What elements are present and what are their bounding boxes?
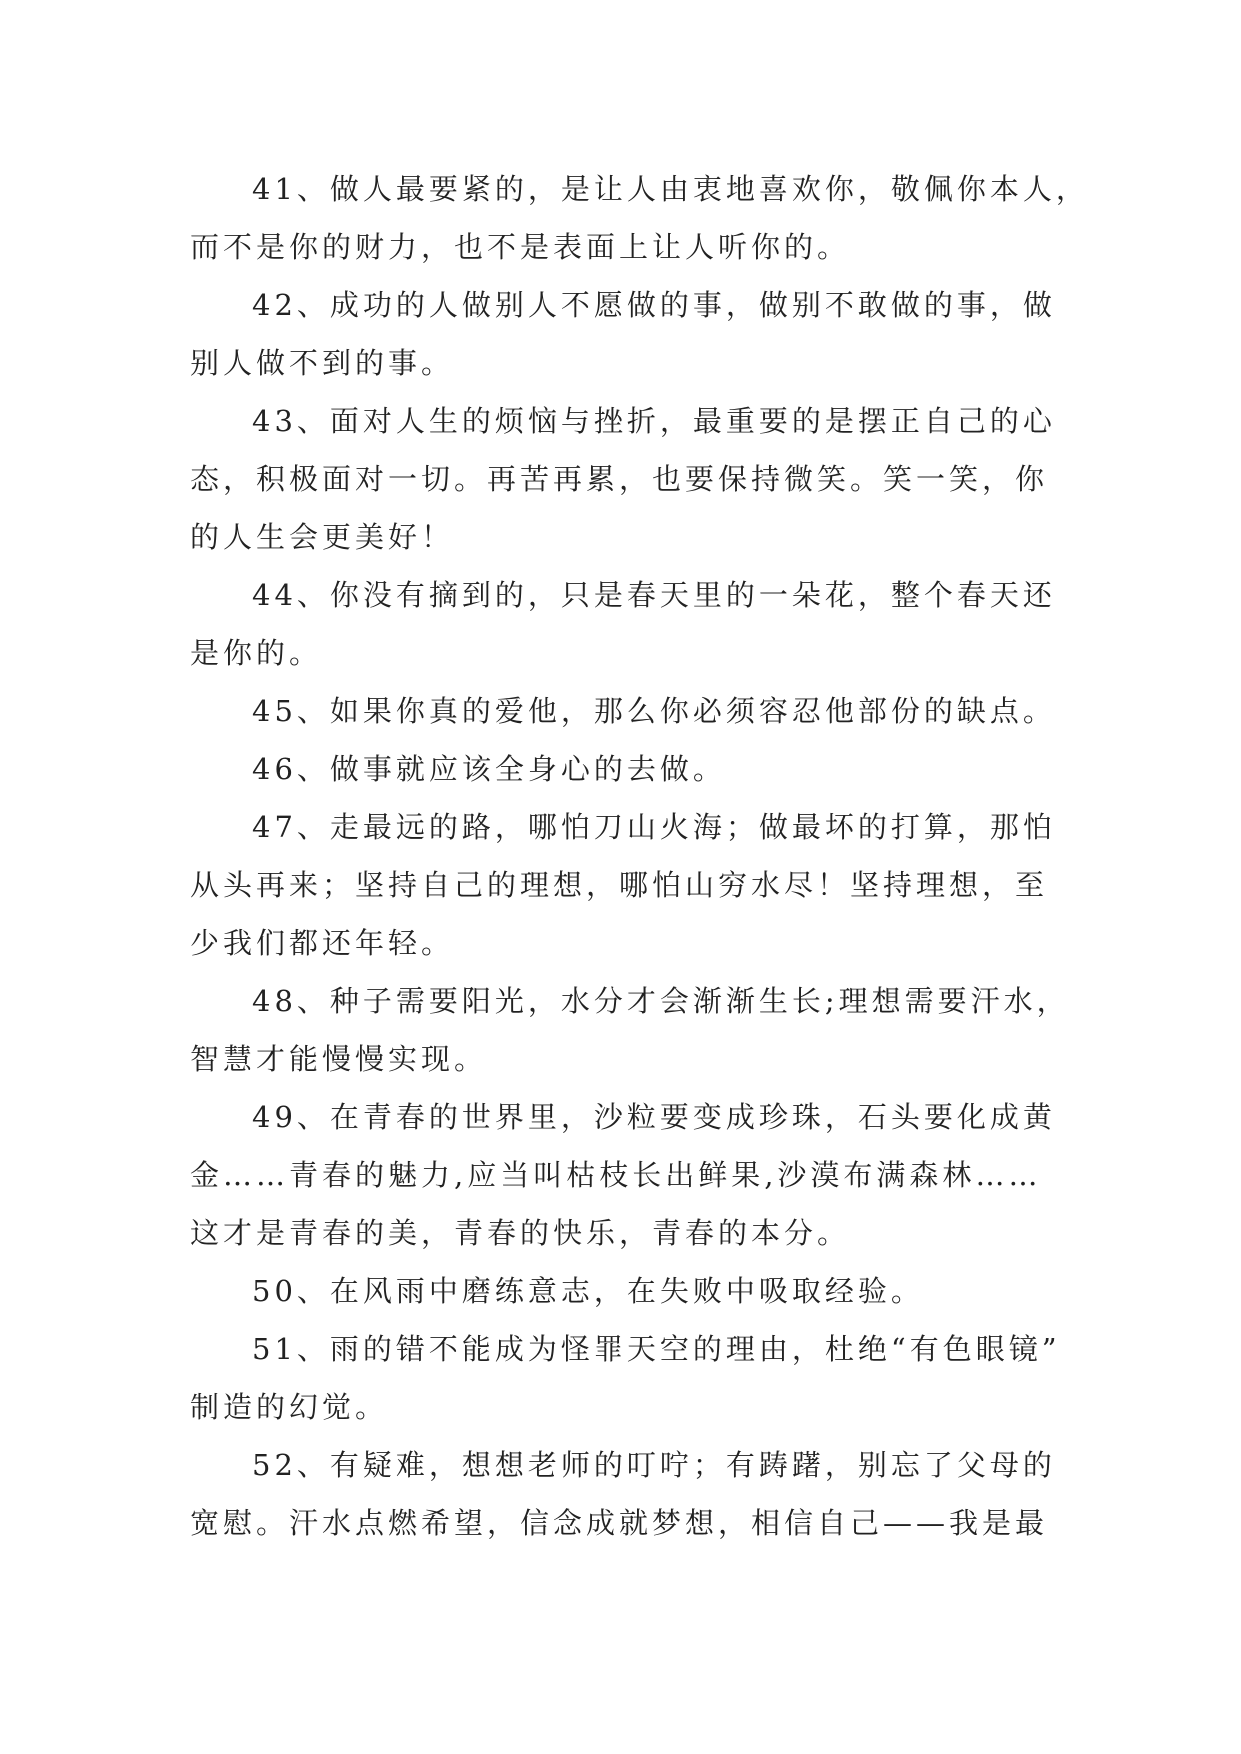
paragraph-line: 制造的幻觉。 [190,1390,389,1424]
paragraph-line: 少我们都还年轻。 [190,926,455,960]
paragraph-44 [190,566,1070,682]
paragraph-line: 而不是你的财力，也不是表面上让人听你的。 [190,230,851,264]
paragraph-line: 47、走最远的路，哪怕刀山火海；做最坏的打算，那怕 [252,810,1056,844]
paragraph-line: 41、做人最要紧的，是让人由衷地喜欢你，敬佩你本人， [252,172,1089,206]
paragraph-line: 52、有疑难，想想老师的叮咛；有踌躇，别忘了父母的 [252,1448,1056,1482]
paragraph-line: 49、在青春的世界里，沙粒要变成珍珠，石头要化成黄 [252,1100,1056,1134]
paragraph-46 [190,740,1070,798]
paragraph-line: 42、成功的人做别人不愿做的事，做别不敢做的事，做 [252,288,1056,322]
paragraph-line: 这才是青春的美，青春的快乐，青春的本分。 [190,1216,851,1250]
paragraph-49 [190,1088,1070,1262]
paragraph-42 [190,276,1070,392]
paragraph-line: 46、做事就应该全身心的去做。 [252,752,726,786]
document-body [190,160,1089,1552]
paragraph-line: 金……青春的魅力,应当叫枯枝长出鲜果,沙漠布满森林…… [190,1158,1042,1192]
paragraph-line: 44、你没有摘到的，只是春天里的一朵花，整个春天还 [252,578,1056,612]
paragraph-41 [190,160,1089,276]
paragraph-51 [190,1320,1070,1436]
paragraph-45 [190,682,1070,740]
paragraph-line: 态，积极面对一切。再苦再累，也要保持微笑。笑一笑，你 [190,462,1049,496]
paragraph-47 [190,798,1070,972]
paragraph-line: 51、雨的错不能成为怪罪天空的理由，杜绝“有色眼镜” [252,1332,1061,1366]
paragraph-48 [190,972,1070,1088]
paragraph-line: 43、面对人生的烦恼与挫折，最重要的是摆正自己的心 [252,404,1056,438]
paragraph-52 [190,1436,1070,1552]
paragraph-50 [190,1262,1070,1320]
paragraph-line: 智慧才能慢慢实现。 [190,1042,488,1076]
paragraph-43 [190,392,1070,566]
paragraph-line: 48、种子需要阳光，水分才会渐渐生长;理想需要汗水， [252,984,1070,1018]
paragraph-line: 别人做不到的事。 [190,346,455,380]
paragraph-line: 50、在风雨中磨练意志，在失败中吸取经验。 [252,1274,924,1308]
paragraph-line: 宽慰。汗水点燃希望，信念成就梦想，相信自己——我是最 [190,1506,1049,1540]
paragraph-line: 的人生会更美好！ [190,520,455,554]
paragraph-line: 是你的。 [190,636,323,670]
paragraph-line: 从头再来；坚持自己的理想，哪怕山穷水尽！坚持理想，至 [190,868,1049,902]
paragraph-line: 45、如果你真的爱他，那么你必须容忍他部份的缺点。 [252,694,1056,728]
